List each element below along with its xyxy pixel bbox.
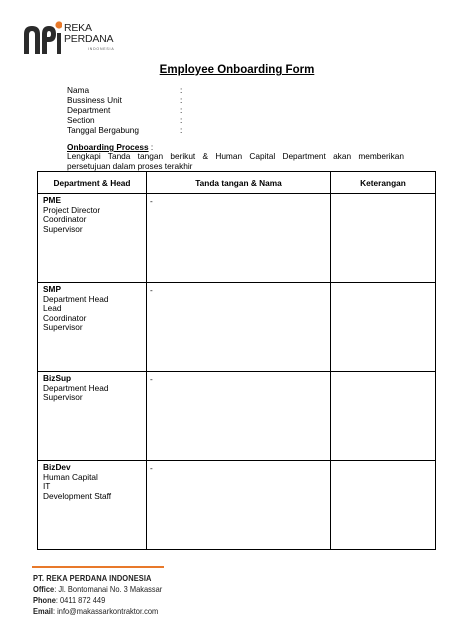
footer-company-name: PT. REKA PERDANA INDONESIA xyxy=(33,573,152,583)
role: Department Head xyxy=(43,382,109,393)
department-cell xyxy=(38,194,147,283)
role: Supervisor xyxy=(43,322,83,333)
signature-cell[interactable] xyxy=(147,283,331,372)
role: Supervisor xyxy=(43,392,83,403)
email-value[interactable]: : info@makassarkontraktor.com xyxy=(52,606,159,616)
field-colon: : xyxy=(180,125,183,135)
field-label: Tanggal Bergabung xyxy=(67,125,139,135)
role: IT xyxy=(43,481,51,492)
department-code: PME xyxy=(43,195,61,205)
signature-placeholder: - xyxy=(150,196,153,206)
onboarding-process-text: Lengkapi Tanda tangan berikut & Human Capital Department akan memberikan persetujuan dalam proses terakhir xyxy=(67,151,404,171)
approval-table xyxy=(37,171,436,550)
department-code: BizDev xyxy=(43,462,71,472)
department-cell xyxy=(38,283,147,372)
department-cell xyxy=(38,372,147,461)
reka-perdana-logo-icon xyxy=(22,20,62,56)
role: Coordinator xyxy=(43,312,87,323)
department-cell xyxy=(38,461,147,550)
signature-cell[interactable] xyxy=(147,372,331,461)
signature-placeholder: - xyxy=(150,285,153,295)
signature-placeholder: - xyxy=(150,374,153,384)
notes-cell[interactable] xyxy=(331,283,436,372)
role: Department Head xyxy=(43,293,109,304)
form-title: Employee Onboarding Form xyxy=(159,64,315,76)
field-label: Bussiness Unit xyxy=(67,95,122,105)
role: Supervisor xyxy=(43,223,83,234)
logo-line1: REKA xyxy=(64,22,92,34)
notes-cell[interactable] xyxy=(331,194,436,283)
signature-cell[interactable] xyxy=(147,461,331,550)
email-label: Email xyxy=(33,606,53,616)
process-title: Onboarding Process xyxy=(67,142,149,152)
process-colon: : xyxy=(150,142,154,152)
header-notes: Keterangan xyxy=(331,172,436,194)
notes-cell[interactable] xyxy=(331,372,436,461)
field-label: Section xyxy=(67,115,95,125)
table-header-row xyxy=(38,172,436,194)
footer-phone xyxy=(33,595,162,606)
role: Lead xyxy=(43,303,62,314)
office-label: Office xyxy=(33,584,55,594)
footer-accent-line xyxy=(32,566,164,568)
field-label: Nama xyxy=(67,85,90,95)
notes-cell[interactable] xyxy=(331,461,436,550)
department-code: SMP xyxy=(43,284,61,294)
table-row xyxy=(38,461,436,550)
role: Coordinator xyxy=(43,214,87,225)
table-row xyxy=(38,372,436,461)
field-colon: : xyxy=(180,115,183,125)
office-value: : Jl. Bontomanai No. 3 Makassar xyxy=(54,584,163,594)
role: Human Capital xyxy=(43,471,98,482)
table-row xyxy=(38,194,436,283)
footer-email xyxy=(33,606,162,617)
field-label: Department xyxy=(67,105,111,115)
field-colon: : xyxy=(180,105,183,115)
header-signature-name: Tanda tangan & Nama xyxy=(147,172,331,194)
logo-wordmark xyxy=(64,23,113,45)
footer-office xyxy=(33,584,162,595)
phone-value: : 0411 872 449 xyxy=(55,595,106,605)
role: Project Director xyxy=(43,204,101,215)
logo-line2: PERDANA xyxy=(64,33,114,45)
field-colon: : xyxy=(180,95,183,105)
department-code: BizSup xyxy=(43,373,72,383)
signature-placeholder: - xyxy=(150,463,153,473)
footer-contact xyxy=(33,573,162,617)
field-colon: : xyxy=(180,85,183,95)
role: Development Staff xyxy=(43,490,112,501)
phone-label: Phone xyxy=(33,595,56,605)
logo-subtitle: INDONESIA xyxy=(88,47,115,51)
table-row xyxy=(38,283,436,372)
signature-cell[interactable] xyxy=(147,194,331,283)
header-department-head: Department & Head xyxy=(38,172,147,194)
company-logo xyxy=(22,20,122,56)
